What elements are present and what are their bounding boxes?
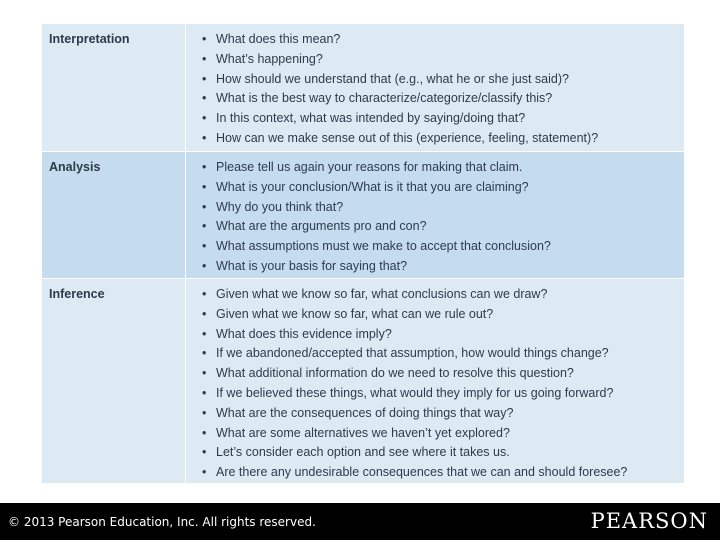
row-analysis [42,151,684,278]
pearson-logo: PEARSON [590,509,708,533]
footer-bar [0,503,720,540]
list-item: • What is your conclusion/What is it that you are claiming? [202,178,684,198]
list-item: • Given what we know so far, what conclusions can we draw? [202,285,684,305]
list-item: • Please tell us again your reasons for making that claim. [202,158,684,178]
list-item: • What assumptions must we make to accept that conclusion? [202,237,684,257]
list-item: • What is your basis for saying that? [202,257,684,277]
row-interpretation [42,24,684,151]
list-item: • Let’s consider each option and see where it takes us. [202,443,684,463]
row-label: Interpretation [42,24,186,151]
list-item: • What are the arguments pro and con? [202,217,684,237]
list-item: • What additional information do we need to resolve this question? [202,364,684,384]
list-item: • Why do you think that? [202,198,684,218]
list-item: • What’s happening? [202,50,684,70]
list-item: • What does this mean? [202,30,684,50]
question-list [186,152,684,278]
list-item: • Are there any undesirable consequences that we can and should foresee? [202,463,684,483]
list-item: • Given what we know so far, what can we rule out? [202,305,684,325]
list-item: • If we abandoned/accepted that assumption, how would things change? [202,344,684,364]
question-list [186,279,684,483]
list-item: • How should we understand that (e.g., what he or she just said)? [202,70,684,90]
list-item: • What are the consequences of doing things that way? [202,404,684,424]
question-table [42,24,684,483]
list-item: • How can we make sense out of this (experience, feeling, statement)? [202,129,684,149]
list-item: • What does this evidence imply? [202,325,684,345]
question-list [186,24,684,151]
list-item: • What is the best way to characterize/categorize/classify this? [202,89,684,109]
row-label: Analysis [42,152,186,278]
list-item: • What are some alternatives we haven’t yet explored? [202,424,684,444]
copyright-text: © 2013 Pearson Education, Inc. All rights reserved. [8,515,316,529]
row-inference [42,278,684,483]
row-label: Inference [42,279,186,483]
list-item: • If we believed these things, what would they imply for us going forward? [202,384,684,404]
list-item: • In this context, what was intended by saying/doing that? [202,109,684,129]
